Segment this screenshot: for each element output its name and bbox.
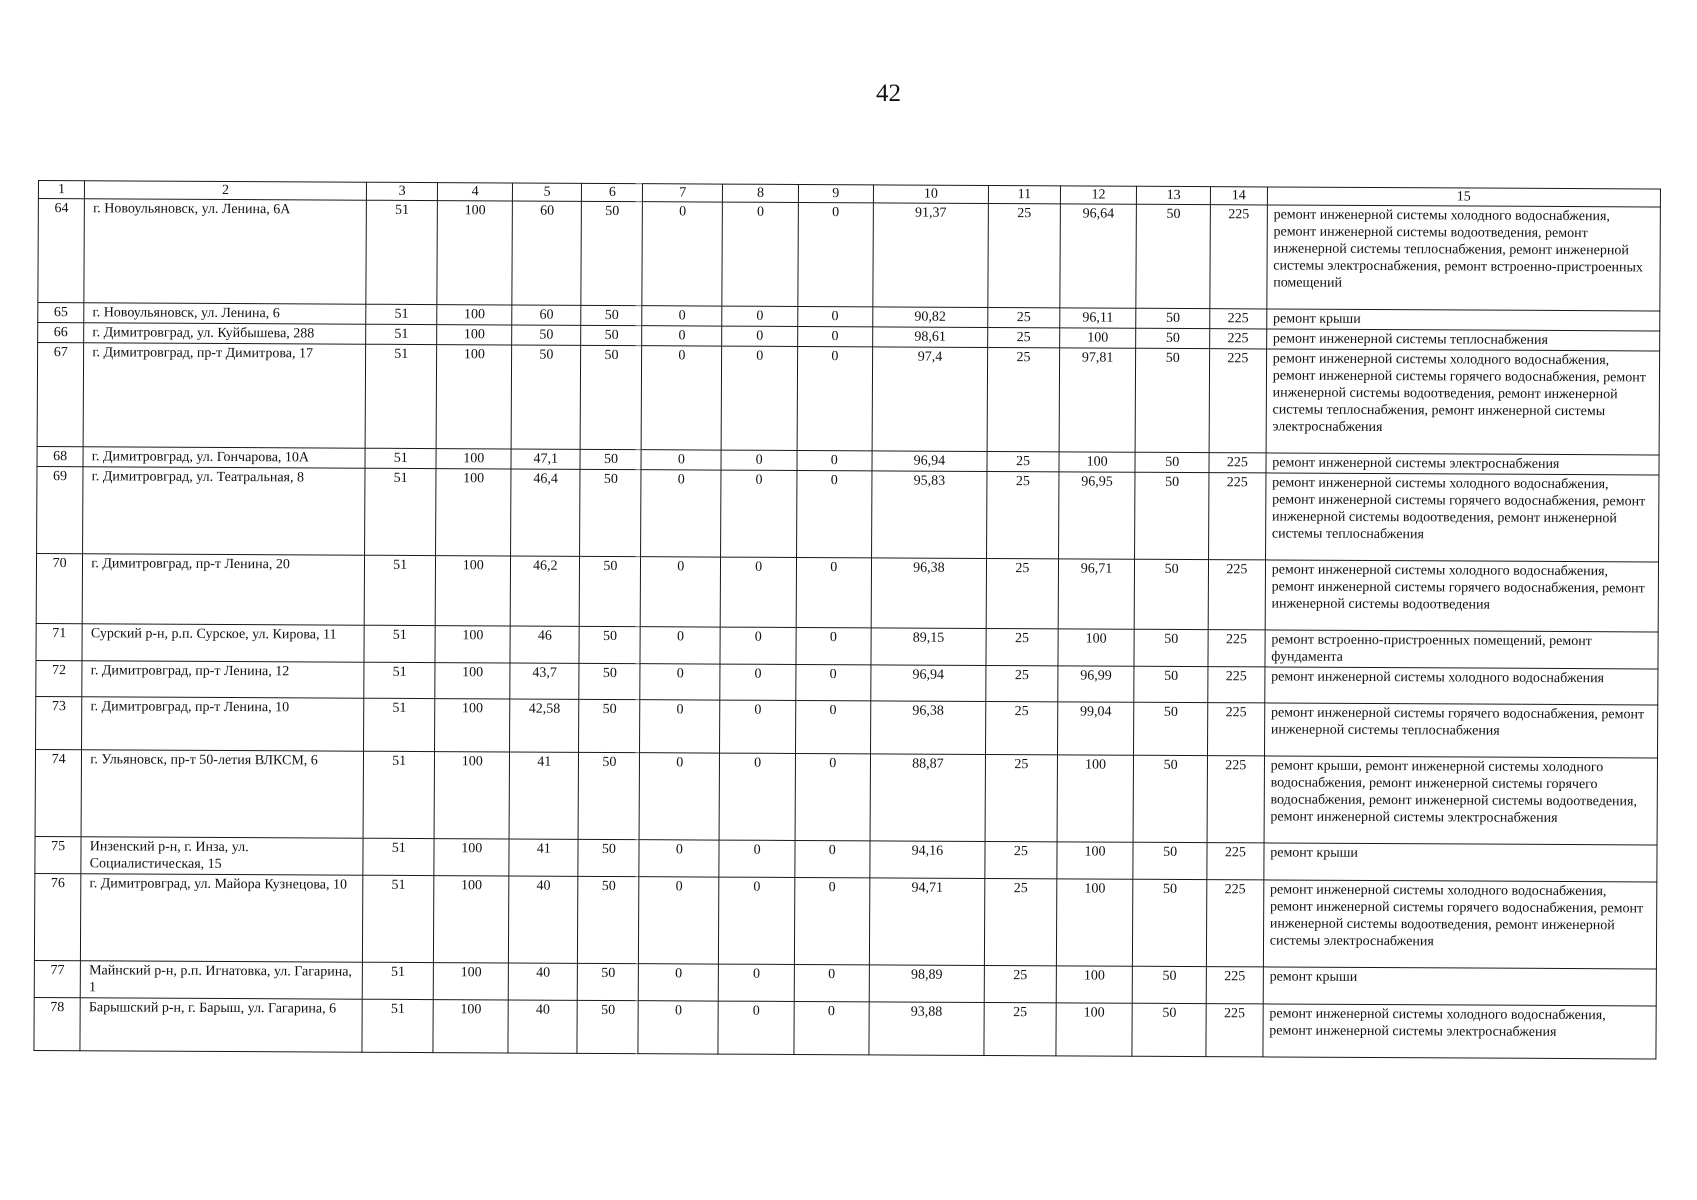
value-cell-c11: 25 [986,665,1058,701]
row-number-cell: 66 [38,323,84,343]
value-cell-c8: 0 [720,664,796,700]
address-cell: г. Димитровград, ул. Майора Кузнецова, 10 [81,874,363,962]
column-header: 12 [1060,186,1137,204]
value-cell-c13: 50 [1134,702,1208,755]
works-cell: ремонт инженерной системы холодного водоснабжения, ремонт инженерной системы горячего водоснабжения, ремонт инженерной системы водоотведения, ремонт инженерной системы электроснабжения [1263,880,1657,969]
value-cell-c14: 225 [1210,205,1267,309]
value-cell-c5: 50 [512,325,581,345]
column-header: 4 [438,183,513,201]
value-cell-c13: 50 [1134,629,1208,666]
value-cell-c11: 25 [987,347,1059,451]
value-cell-c3: 51 [363,838,435,875]
value-cell-c14: 225 [1208,667,1265,703]
column-header: 3 [366,182,438,200]
value-cell-c14: 225 [1210,309,1267,329]
column-header: 8 [723,184,799,202]
value-cell-c14: 225 [1209,349,1266,453]
works-cell: ремонт инженерной системы теплоснабжения [1266,329,1659,351]
value-cell-c14: 225 [1206,967,1263,1004]
column-header: 14 [1210,187,1267,205]
value-cell-c13: 50 [1136,308,1210,328]
row-number-cell: 75 [35,836,81,873]
value-cell-c9: 0 [798,202,873,306]
value-cell-c4: 100 [436,469,511,556]
value-cell-c11: 25 [984,1002,1056,1055]
row-number-cell: 78 [34,997,81,1050]
value-cell-c3: 51 [365,344,437,448]
works-cell: ремонт крыши [1264,843,1657,882]
value-cell-c10: 98,61 [872,327,988,348]
value-cell-c3: 51 [363,751,435,838]
value-cell-c8: 0 [720,700,796,753]
value-cell-c10: 97,4 [872,347,988,452]
column-header: 15 [1267,187,1660,207]
value-cell-c11: 25 [988,307,1060,327]
address-cell: г. Новоульяновск, ул. Ленина, 6 [84,303,366,324]
value-cell-c7: 0 [642,326,722,346]
value-cell-c3: 51 [365,468,437,555]
value-cell-c5: 41 [509,752,579,839]
value-cell-c11: 25 [986,628,1058,665]
value-cell-c6: 50 [580,449,641,469]
works-cell: ремонт инженерной системы холодного водоснабжения, ремонт инженерной системы электроснабжения [1263,1004,1657,1059]
value-cell-c4: 100 [435,626,510,663]
table-row [34,873,1656,968]
value-cell-c3: 51 [362,875,434,962]
value-cell-c9: 0 [796,627,871,664]
value-cell-c8: 0 [719,753,795,840]
value-cell-c12: 100 [1056,1003,1133,1056]
value-cell-c10: 91,37 [872,203,988,308]
row-number-cell: 64 [38,199,85,303]
value-cell-c4: 100 [437,201,512,305]
value-cell-c13: 50 [1136,348,1210,452]
value-cell-c14: 225 [1208,703,1265,756]
column-header: 1 [38,181,84,199]
address-cell: г. Димитровград, ул. Куйбышева, 288 [84,323,366,344]
works-cell: ремонт инженерной системы холодного водоснабжения, ремонт инженерной системы горячего водоснабжения, ремонт инженерной системы водоотведения [1265,560,1659,632]
value-cell-c5: 47,1 [511,449,580,469]
value-cell-c11: 25 [984,965,1056,1002]
value-cell-c10: 95,83 [871,471,987,559]
column-header: 11 [989,185,1061,203]
address-cell: г. Димитровград, пр-т Димитрова, 17 [83,343,365,448]
value-cell-c6: 50 [579,663,640,699]
value-cell-c10: 89,15 [871,628,987,666]
value-cell-c12: 96,71 [1058,559,1135,629]
value-cell-c14: 225 [1207,756,1264,843]
value-cell-c8: 0 [721,470,797,557]
value-cell-c9: 0 [797,470,872,557]
works-cell: ремонт инженерной системы электроснабжения [1266,453,1659,475]
value-cell-c11: 25 [987,471,1059,558]
column-header: 13 [1137,186,1211,204]
value-cell-c8: 0 [718,1001,794,1054]
table-row [35,749,1657,844]
value-cell-c6: 50 [580,469,641,556]
value-cell-c12: 100 [1057,755,1134,842]
value-cell-c3: 51 [364,625,436,662]
value-cell-c5: 43,7 [510,663,580,699]
value-cell-c9: 0 [795,700,870,753]
value-cell-c3: 51 [366,200,438,304]
table-body [34,199,1660,1059]
address-cell: г. Димитровград, ул. Гончарова, 10А [83,447,365,468]
row-number-cell: 73 [36,696,83,749]
value-cell-c3: 51 [365,448,437,468]
value-cell-c8: 0 [722,306,798,326]
value-cell-c12: 100 [1059,452,1136,472]
value-cell-c14: 225 [1207,843,1264,880]
value-cell-c3: 51 [364,555,436,625]
value-cell-c13: 50 [1135,559,1209,629]
works-cell: ремонт крыши, ремонт инженерной системы холодного водоснабжения, ремонт инженерной системы горячего водоснабжения, ремонт инженерной системы водоотведения, ремонт инженерной системы электроснабжения [1264,756,1658,845]
value-cell-c11: 25 [987,451,1059,471]
row-number-cell: 77 [34,960,80,997]
value-cell-c7: 0 [639,877,719,964]
value-cell-c12: 96,95 [1058,472,1135,559]
value-cell-c7: 0 [638,1001,718,1054]
page-number: 42 [876,80,901,107]
value-cell-c6: 50 [578,752,639,839]
table-row [34,997,1656,1058]
value-cell-c5: 40 [508,963,578,1000]
value-cell-c13: 50 [1133,755,1207,842]
value-cell-c9: 0 [798,326,873,346]
value-cell-c7: 0 [641,557,721,627]
value-cell-c13: 50 [1133,879,1207,966]
value-cell-c3: 51 [366,304,438,324]
value-cell-c8: 0 [720,557,796,627]
value-cell-c4: 100 [434,963,509,1000]
value-cell-c7: 0 [640,664,720,700]
value-cell-c10: 94,71 [869,878,985,966]
address-cell: г. Димитровград, пр-т Ленина, 10 [82,697,364,751]
column-header: 2 [85,181,367,200]
value-cell-c14: 225 [1209,473,1266,560]
value-cell-c4: 100 [433,1000,508,1053]
value-cell-c12: 96,99 [1057,666,1134,702]
row-number-cell: 71 [36,623,82,660]
value-cell-c5: 50 [511,345,581,449]
value-cell-c13: 50 [1136,204,1210,308]
works-cell: ремонт инженерной системы холодного водоснабжения, ремонт инженерной системы водоотведения, ремонт инженерной системы теплоснабжения, ремонт инженерной системы электроснабжения, ремонт встроенно-пристроенных помещений [1267,205,1661,311]
value-cell-c9: 0 [795,753,870,840]
value-cell-c7: 0 [641,470,721,557]
value-cell-c5: 60 [512,201,582,305]
value-cell-c9: 0 [796,557,871,627]
value-cell-c12: 100 [1056,879,1133,966]
value-cell-c9: 0 [795,840,870,877]
value-cell-c13: 50 [1134,666,1208,702]
value-cell-c12: 100 [1057,842,1134,879]
value-cell-c6: 50 [581,345,643,449]
value-cell-c3: 51 [362,999,434,1052]
value-cell-c8: 0 [722,326,798,346]
value-cell-c4: 100 [434,876,509,963]
row-number-cell: 72 [36,660,82,696]
value-cell-c13: 50 [1132,1003,1206,1056]
address-cell: г. Димитровград, ул. Театральная, 8 [83,467,365,555]
value-cell-c11: 25 [988,327,1060,347]
value-cell-c10: 96,94 [870,665,986,702]
address-cell: Инзенский р-н, г. Инза, ул. Социалистическая, 15 [81,837,363,875]
value-cell-c7: 0 [640,627,720,664]
value-cell-c9: 0 [794,877,869,964]
value-cell-c9: 0 [798,306,873,326]
value-cell-c4: 100 [434,752,509,839]
value-cell-c10: 96,94 [872,451,988,472]
value-cell-c7: 0 [642,346,722,450]
value-cell-c11: 25 [985,754,1057,841]
value-cell-c12: 100 [1058,629,1135,666]
value-cell-c7: 0 [639,964,719,1001]
table-row [36,696,1658,757]
value-cell-c3: 51 [362,962,434,999]
column-header: 9 [798,184,873,202]
row-number-cell: 70 [36,553,83,623]
column-header: 5 [512,183,581,201]
column-header: 7 [643,184,723,202]
value-cell-c10: 90,82 [872,307,988,328]
value-cell-c8: 0 [719,840,795,877]
row-number-cell: 65 [38,303,84,323]
value-cell-c10: 96,38 [871,558,987,629]
value-cell-c4: 100 [436,556,511,626]
value-cell-c5: 46,4 [511,469,581,556]
value-cell-c7: 0 [642,306,722,326]
value-cell-c5: 40 [508,876,578,963]
value-cell-c7: 0 [639,840,719,877]
value-cell-c6: 50 [579,699,640,752]
value-cell-c14: 225 [1206,1004,1263,1057]
value-cell-c14: 225 [1208,630,1265,667]
value-cell-c13: 50 [1135,452,1209,472]
value-cell-c6: 50 [581,201,643,305]
value-cell-c10: 88,87 [870,754,986,842]
address-cell: Майнский р-н, р.п. Игнатовка, ул. Гагарина, 1 [80,961,362,999]
value-cell-c9: 0 [794,964,869,1001]
value-cell-c11: 25 [986,558,1058,628]
repair-table [33,180,1661,1059]
value-cell-c6: 50 [578,876,639,963]
value-cell-c4: 100 [434,839,509,876]
value-cell-c3: 51 [364,662,436,698]
value-cell-c11: 25 [985,841,1057,878]
value-cell-c5: 42,58 [510,699,580,752]
value-cell-c10: 93,88 [869,1002,985,1056]
works-cell: ремонт инженерной системы холодного водоснабжения [1265,667,1658,705]
value-cell-c8: 0 [719,964,795,1001]
table-row [37,343,1660,455]
row-number-cell: 68 [37,446,83,466]
value-cell-c11: 25 [986,701,1058,754]
value-cell-c10: 96,38 [870,701,986,755]
table-row [38,199,1661,311]
value-cell-c13: 50 [1136,328,1210,348]
column-header: 6 [582,183,643,201]
value-cell-c8: 0 [722,202,798,306]
value-cell-c12: 100 [1059,328,1136,348]
address-cell: г. Новоульяновск, ул. Ленина, 6А [84,199,366,304]
value-cell-c11: 25 [988,203,1060,307]
value-cell-c9: 0 [796,664,871,700]
works-cell: ремонт инженерной системы горячего водоснабжения, ремонт инженерной системы теплоснабжения [1264,703,1658,758]
row-number-cell: 69 [37,466,84,553]
value-cell-c9: 0 [794,1001,869,1054]
value-cell-c8: 0 [721,346,797,450]
value-cell-c6: 50 [581,325,642,345]
value-cell-c13: 50 [1135,472,1209,559]
address-cell: Барышский р-н, г. Барыш, ул. Гагарина, 6 [80,998,362,1052]
row-number-cell: 74 [35,749,82,836]
value-cell-c4: 100 [435,699,510,752]
value-cell-c12: 99,04 [1057,702,1134,755]
table-row [36,553,1658,631]
works-cell: ремонт встроенно-пристроенных помещений, ремонт фундамента [1265,630,1658,669]
value-cell-c8: 0 [720,627,796,664]
value-cell-c8: 0 [719,877,795,964]
value-cell-c14: 225 [1206,880,1263,967]
value-cell-c11: 25 [985,878,1057,965]
works-cell: ремонт крыши [1263,967,1656,1006]
value-cell-c10: 94,16 [869,841,985,879]
table-row [37,466,1659,561]
value-cell-c4: 100 [436,449,511,469]
value-cell-c12: 96,11 [1059,308,1136,328]
value-cell-c6: 50 [581,305,642,325]
value-cell-c4: 100 [437,345,512,449]
works-cell: ремонт инженерной системы холодного водоснабжения, ремонт инженерной системы горячего водоснабжения, ремонт инженерной системы водоотведения, ремонт инженерной системы теплоснабжения, ремонт инженерной системы электроснабжения [1266,349,1660,455]
value-cell-c7: 0 [642,202,722,306]
works-cell: ремонт инженерной системы холодного водоснабжения, ремонт инженерной системы горячего водоснабжения, ремонт инженерной системы водоотведения, ремонт инженерной системы теплоснабжения [1265,473,1659,562]
value-cell-c5: 60 [512,305,581,325]
value-cell-c6: 50 [580,556,641,626]
row-number-cell: 67 [37,343,84,447]
value-cell-c14: 225 [1209,453,1266,473]
value-cell-c5: 46,2 [510,556,580,626]
value-cell-c7: 0 [639,753,719,840]
value-cell-c9: 0 [797,450,872,470]
value-cell-c6: 50 [579,626,640,663]
value-cell-c4: 100 [437,325,512,345]
value-cell-c5: 40 [508,1000,578,1053]
column-header: 10 [873,185,989,204]
row-number-cell: 76 [34,873,81,960]
works-cell: ремонт крыши [1266,309,1659,331]
value-cell-c6: 50 [578,839,639,876]
value-cell-c4: 100 [435,663,510,699]
value-cell-c5: 41 [509,839,579,876]
value-cell-c3: 51 [366,324,438,344]
value-cell-c6: 50 [577,1000,638,1053]
value-cell-c8: 0 [721,450,797,470]
table-wrapper [33,180,1661,1059]
value-cell-c5: 46 [510,626,580,663]
value-cell-c14: 225 [1208,560,1265,630]
value-cell-c13: 50 [1133,966,1207,1003]
value-cell-c3: 51 [363,698,435,751]
address-cell: г. Ульяновск, пр-т 50-летия ВЛКСМ, 6 [81,750,363,838]
value-cell-c13: 50 [1133,842,1207,879]
value-cell-c12: 97,81 [1059,348,1136,452]
value-cell-c12: 100 [1056,966,1133,1003]
value-cell-c14: 225 [1210,329,1267,349]
value-cell-c9: 0 [797,346,872,450]
address-cell: Сурский р-н, р.п. Сурское, ул. Кирова, 11 [82,624,364,662]
value-cell-c7: 0 [640,700,720,753]
address-cell: г. Димитровград, пр-т Ленина, 12 [82,661,364,698]
value-cell-c7: 0 [641,450,721,470]
value-cell-c4: 100 [437,305,512,325]
address-cell: г. Димитровград, пр-т Ленина, 20 [82,554,364,625]
value-cell-c10: 98,89 [869,965,985,1003]
value-cell-c6: 50 [578,963,639,1000]
value-cell-c12: 96,64 [1060,204,1137,308]
